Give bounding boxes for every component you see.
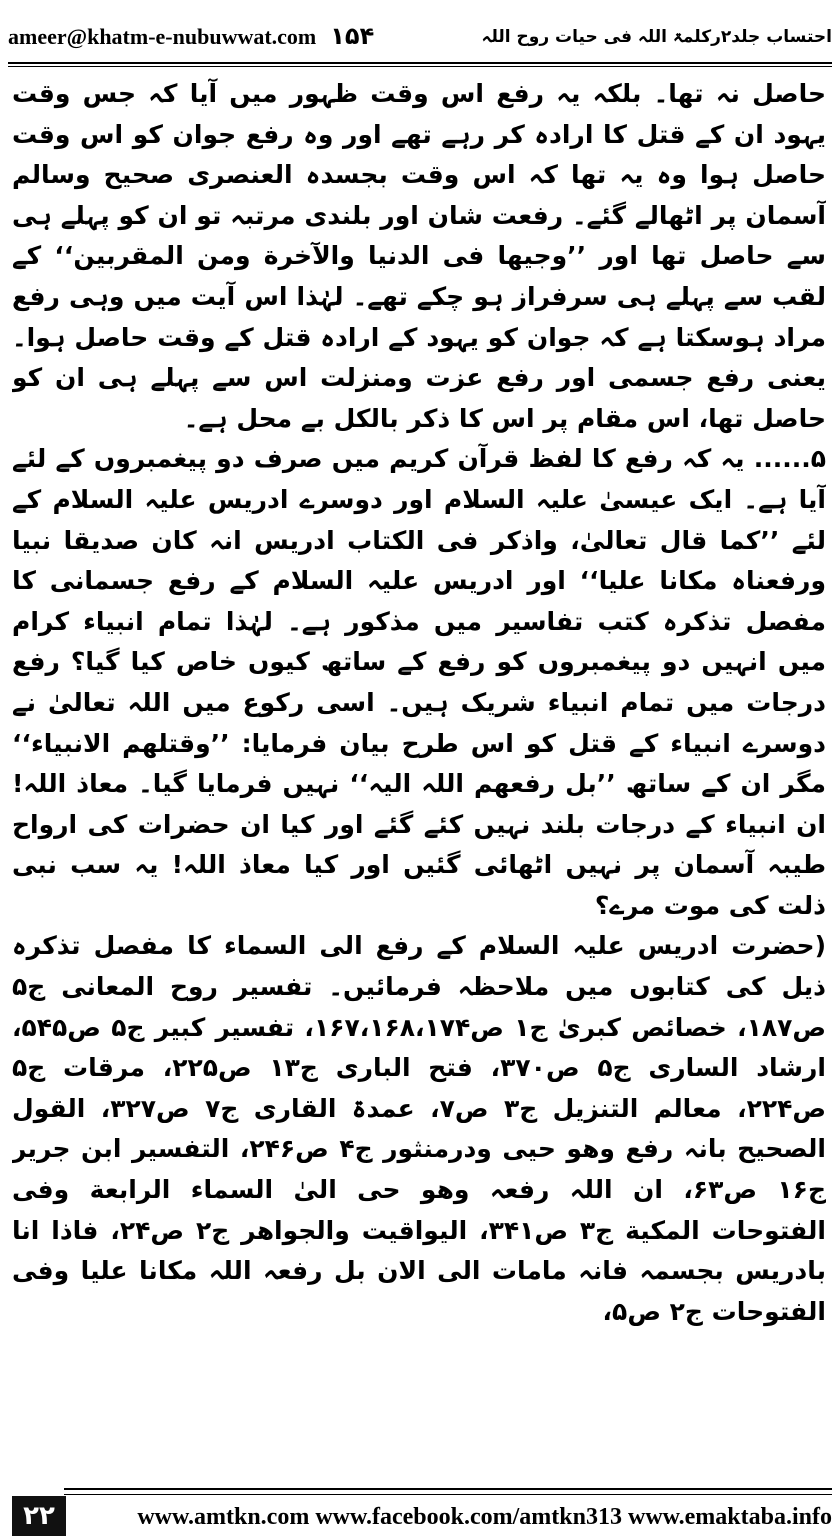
footer-links: www.amtkn.com www.facebook.com/amtkn313 www.emaktaba.info <box>137 1504 832 1530</box>
header-title: احتساب جلد۲رکلمۃ اللہ فی حیات روح اللہ <box>481 26 832 47</box>
header-email: ameer@khatm-e-nubuwwat.com <box>8 24 317 49</box>
paragraph-1: حاصل نہ تھا۔ بلکہ یہ رفع اس وقت ظہور میں آیا کہ جس وقت یہود ان کے قتل کا ارادہ کر رہے تھے اور وہ رفع جوان کو اس وقت حاصل ہوا وہ یہ تھا کہ اس وقت بجسدہ العنصری صحیح وسالم آسمان پر اٹھالے گئے۔ رفعت شان اور بلندی مرتبہ تو ان کو پہلے ہی سے حاصل تھا اور ’’وجیھا فی الدنیا والآخرة ومن المقربین‘‘ کے لقب سے پہلے ہی سرفراز ہو چکے تھے۔ لہٰذا اس آیت میں وہی رفع مراد ہوسکتا ہے کہ جوان کو یہود کے ارادہ قتل کے وقت حاصل ہوا۔ یعنی رفع جسمی اور رفع عزت ومنزلت اس سے پہلے ہی ان کو حاصل تھا، اس مقام پر اس کا ذکر بالکل بے محل ہے۔ <box>12 79 826 433</box>
header-left <box>8 22 374 50</box>
header-rule <box>8 62 832 64</box>
footer-page-number: ۲۲ <box>12 1496 66 1536</box>
header-page-number: ۱۵۴ <box>330 22 375 50</box>
footer-rule-thin <box>64 1494 832 1495</box>
paragraph-3: (حضرت ادریس علیہ السلام کے رفع الی السماء کا مفصل تذکرہ ذیل کی کتابوں میں ملاحظہ فرمائیں۔ تفسیر روح المعانی ج۵ ص۱۸۷، خصائص کبریٰ ج۱ ص۱۶۷،۱۶۸،۱۷۴، تفسیر کبیر ج۵ ص۵۴۵، ارشاد الساری ج۵ ص۳۷۰، فتح الباری ج۱۳ ص۲۲۵، مرقات ج۵ ص۲۲۴، معالم التنزیل ج۳ ص۷، عمدۃ القاری ج۷ ص۳۲۷، القول الصحیح بانہ رفع وھو حیی ودرمنثور ج۴ ص۲۴۶، التفسیر ابن جریر ج۱۶ ص۶۳، ان اللہ رفعہ وھو حی الیٰ السماء الرابعة وفی الفتوحات المکیة ج۳ ص۳۴۱، الیواقیت والجواھر ج۲ ص۲۴، فاذا انا بادریس بجسمہ فانہ مامات الی الان بل رفعہ اللہ مکانا علیا وفی الفتوحات ج۲ ص۵، <box>12 931 826 1326</box>
page-header <box>8 14 832 58</box>
footer-rule <box>64 1488 832 1490</box>
paragraph-2: ۵...... یہ کہ رفع کا لفظ قرآن کریم میں صرف دو پیغمبروں کے لئے آیا ہے۔ ایک عیسیٰ علیہ السلام اور دوسرے ادریس علیہ السلام کے لئے ’’کما قال تعالیٰ، واذکر فی الکتاب ادریس انہ کان صدیقا نبیا ورفعناہ مکانا علیا‘‘ اور ادریس علیہ السلام کے رفع جسمانی کا مفصل تذکرہ کتب تفاسیر میں مذکور ہے۔ لہٰذا تمام انبیاء کرام میں انہیں دو پیغمبروں کو رفع کے ساتھ کیوں خاص کیا گیا؟ رفع درجات میں تمام انبیاء شریک ہیں۔ اسی رکوع میں اللہ تعالیٰ نے دوسرے انبیاء کے قتل کو اس طرح بیان فرمایا: ’’وقتلھم الانبیاء‘‘ مگر ان کے ساتھ ’’بل رفعھم اللہ الیہ‘‘ نہیں فرمایا گیا۔ معاذ اللہ! ان انبیاء کے درجات بلند نہیں کئے گئے اور کیا ان حضرات کی ارواح طیبہ آسمان پر نہیں اٹھائی گئیں اور کیا معاذ اللہ! یہ سب نبی ذلت کی موت مرے؟ <box>12 444 826 920</box>
header-rule-thin <box>8 66 832 67</box>
page-body <box>12 74 826 1434</box>
